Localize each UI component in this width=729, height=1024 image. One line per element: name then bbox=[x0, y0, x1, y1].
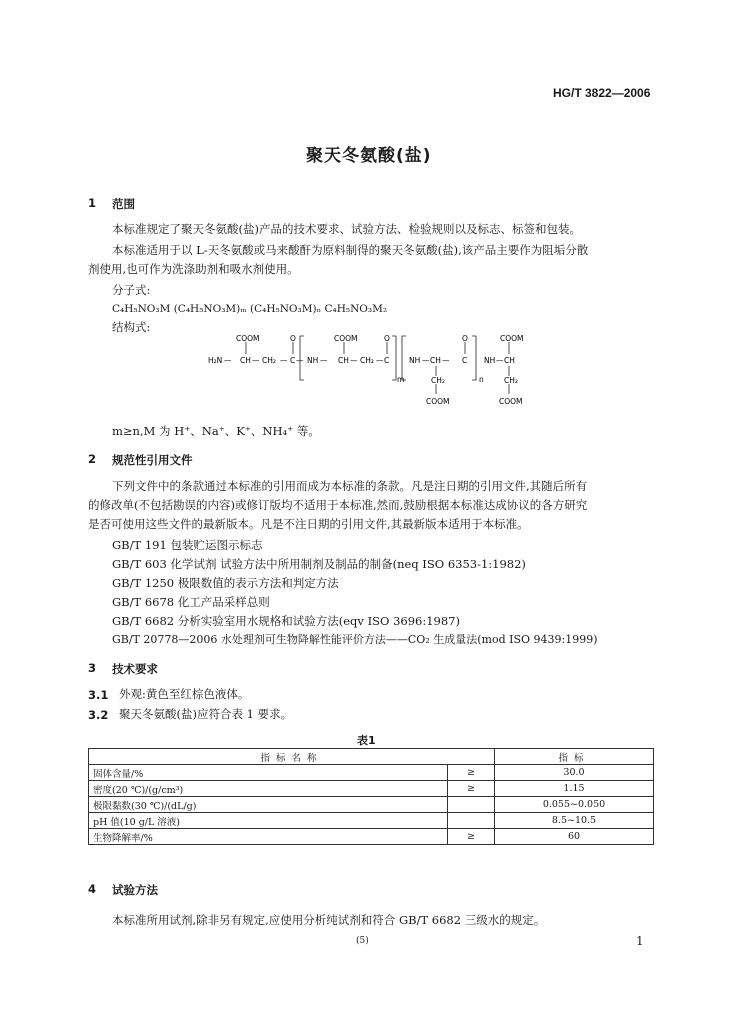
table-cell-op bbox=[448, 813, 495, 829]
struct-o-2: O bbox=[384, 334, 390, 343]
section-2-para-3: 是否可使用这些文件的最新版本。凡是不注日期的引用文件,其最新版本适用于本标准。 bbox=[88, 517, 529, 531]
struct-ch-3: CH bbox=[430, 356, 441, 365]
section-3-number: 3 bbox=[88, 661, 97, 675]
svg-text:—: — bbox=[422, 356, 430, 365]
struct-ch2-2: CH₂ bbox=[360, 356, 374, 365]
page-title: 聚天冬氨酸(盐) bbox=[306, 146, 432, 166]
section-2-number: 2 bbox=[88, 452, 97, 466]
struct-cooh-3: COOM bbox=[500, 334, 524, 343]
clause-3-2-number: 3.2 bbox=[88, 708, 109, 722]
table-caption: 表1 bbox=[357, 734, 376, 747]
struct-cooh-4: COOM bbox=[426, 397, 450, 406]
table-cell-name: 密度(20 ℃)/(g/cm³) bbox=[89, 781, 448, 797]
clause-3-1-number: 3.1 bbox=[88, 688, 109, 702]
page-number: 1 bbox=[636, 934, 644, 948]
table-cell-value: 8.5~10.5 bbox=[495, 813, 654, 829]
clause-3-1-text: 外观:黄色至红棕色液体。 bbox=[119, 687, 250, 701]
table-cell-name: 生物降解率/% bbox=[89, 829, 448, 845]
struct-c-3: C bbox=[462, 356, 468, 365]
struct-ch2-3: CH₂ bbox=[431, 376, 445, 385]
svg-text:—: — bbox=[296, 356, 304, 365]
structural-formula-label: 结构式: bbox=[112, 320, 151, 334]
reference-item: GB/T 603 化学试剂 试验方法中所用制剂及制品的制备(neq ISO 6353-1:1982) bbox=[112, 557, 526, 571]
svg-text:—: — bbox=[496, 356, 504, 365]
svg-text:—: — bbox=[376, 356, 384, 365]
section-1-number: 1 bbox=[88, 196, 97, 210]
section-2-para-1: 下列文件中的条款通过本标准的引用而成为本标准的条款。凡是注日期的引用文件,其随后所有 bbox=[112, 479, 588, 493]
svg-text:—: — bbox=[320, 356, 328, 365]
struct-ch-1: CH bbox=[240, 356, 251, 365]
table-cell-name: 固体含量/% bbox=[89, 765, 448, 781]
table-col-name: 指标名称 bbox=[89, 749, 495, 765]
folio: (5) bbox=[356, 936, 369, 946]
struct-ch2-4: CH₂ bbox=[504, 376, 518, 385]
struct-o-1: O bbox=[290, 334, 296, 343]
table-cell-value: 30.0 bbox=[495, 765, 654, 781]
struct-nh-1: NH bbox=[307, 356, 319, 365]
table-row bbox=[89, 797, 654, 813]
requirements-table bbox=[88, 748, 654, 845]
table-row bbox=[89, 765, 654, 781]
svg-text:—: — bbox=[280, 356, 288, 365]
table-cell-value: 0.055~0.050 bbox=[495, 797, 654, 813]
reference-item: GB/T 1250 极限数值的表示方法和判定方法 bbox=[112, 576, 339, 590]
table-cell-op: ≥ bbox=[448, 829, 495, 845]
table-cell-op: ≥ bbox=[448, 781, 495, 797]
substituent-condition: m≥n,M 为 H⁺、Na⁺、K⁺、NH₄⁺ 等。 bbox=[112, 424, 320, 438]
standard-number: HG/T 3822—2006 bbox=[553, 86, 651, 100]
struct-cooh-5: COOM bbox=[499, 397, 523, 406]
section-4-para-1: 本标准所用试剂,除非另有规定,应使用分析纯试剂和符合 GB/T 6682 三级水的规定。 bbox=[112, 913, 546, 927]
struct-nh-3: NH bbox=[484, 356, 496, 365]
struct-ch-4: CH bbox=[504, 356, 515, 365]
reference-item: GB/T 6682 分析实验室用水规格和试验方法(eqv ISO 3696:1987) bbox=[112, 614, 460, 628]
struct-nh-2: NH bbox=[409, 356, 421, 365]
table-cell-value: 1.15 bbox=[495, 781, 654, 797]
struct-sub-n: n bbox=[479, 375, 484, 384]
table-cell-value: 60 bbox=[495, 829, 654, 845]
struct-cooh-1: COOM bbox=[236, 334, 260, 343]
struct-c-2: C bbox=[384, 356, 390, 365]
reference-item: GB/T 6678 化工产品采样总则 bbox=[112, 595, 270, 609]
table-header-row bbox=[89, 749, 654, 765]
molecular-formula-label: 分子式: bbox=[112, 283, 151, 297]
reference-item: GB/T 20778—2006 水处理剂可生物降解性能评价方法——CO₂ 生成量法(mod ISO 9439:1999) bbox=[112, 633, 598, 646]
section-2-title: 规范性引用文件 bbox=[112, 453, 193, 467]
svg-text:—: — bbox=[224, 356, 232, 365]
section-4-title: 试验方法 bbox=[112, 883, 158, 897]
struct-c-1: C bbox=[290, 356, 296, 365]
section-1-para-2a: 本标准适用于以 L-天冬氨酸或马来酸酐为原料制得的聚天冬氨酸(盐),该产品主要作为阻垢分散 bbox=[112, 243, 589, 257]
table-cell-op bbox=[448, 797, 495, 813]
table-cell-name: pH 值(10 g/L 溶液) bbox=[89, 813, 448, 829]
section-1-para-2b: 剂使用,也可作为洗涤助剂和吸水剂使用。 bbox=[88, 262, 299, 276]
section-2-para-2: 的修改单(不包括勘误的内容)或修订版均不适用于本标准,然而,鼓励根据本标准达成协议的各方研究 bbox=[88, 498, 588, 512]
struct-ch2-1: CH₂ bbox=[262, 356, 276, 365]
table-row bbox=[89, 813, 654, 829]
section-1-title: 范围 bbox=[112, 197, 135, 211]
reference-item: GB/T 191 包装贮运图示标志 bbox=[112, 538, 263, 552]
clause-3-2-text: 聚天冬氨酸(盐)应符合表 1 要求。 bbox=[119, 707, 293, 721]
table-col-value: 指标 bbox=[495, 749, 654, 765]
table-row bbox=[89, 781, 654, 797]
struct-o-3: O bbox=[462, 334, 468, 343]
section-3-title: 技术要求 bbox=[112, 662, 158, 676]
table-row bbox=[89, 829, 654, 845]
struct-ch-2: CH bbox=[338, 356, 349, 365]
structural-formula-diagram bbox=[200, 332, 560, 412]
struct-cooh-2: COOM bbox=[334, 334, 358, 343]
svg-text:—: — bbox=[252, 356, 260, 365]
struct-sub-m: m bbox=[397, 375, 405, 384]
section-4-number: 4 bbox=[88, 882, 97, 896]
molecular-formula: C₄H₅NO₃M (C₄H₅NO₃M)ₘ (C₄H₅NO₃M)ₙ C₄H₅NO₃M₂ bbox=[112, 303, 388, 315]
table-cell-name: 极限黏数(30 ℃)/(dL/g) bbox=[89, 797, 448, 813]
table-cell-op: ≥ bbox=[448, 765, 495, 781]
struct-h2n: H₂N bbox=[208, 356, 223, 365]
svg-text:—: — bbox=[442, 356, 450, 365]
svg-text:—: — bbox=[350, 356, 358, 365]
section-1-para-1: 本标准规定了聚天冬氨酸(盐)产品的技术要求、试验方法、检验规则以及标志、标签和包装。 bbox=[112, 222, 581, 236]
